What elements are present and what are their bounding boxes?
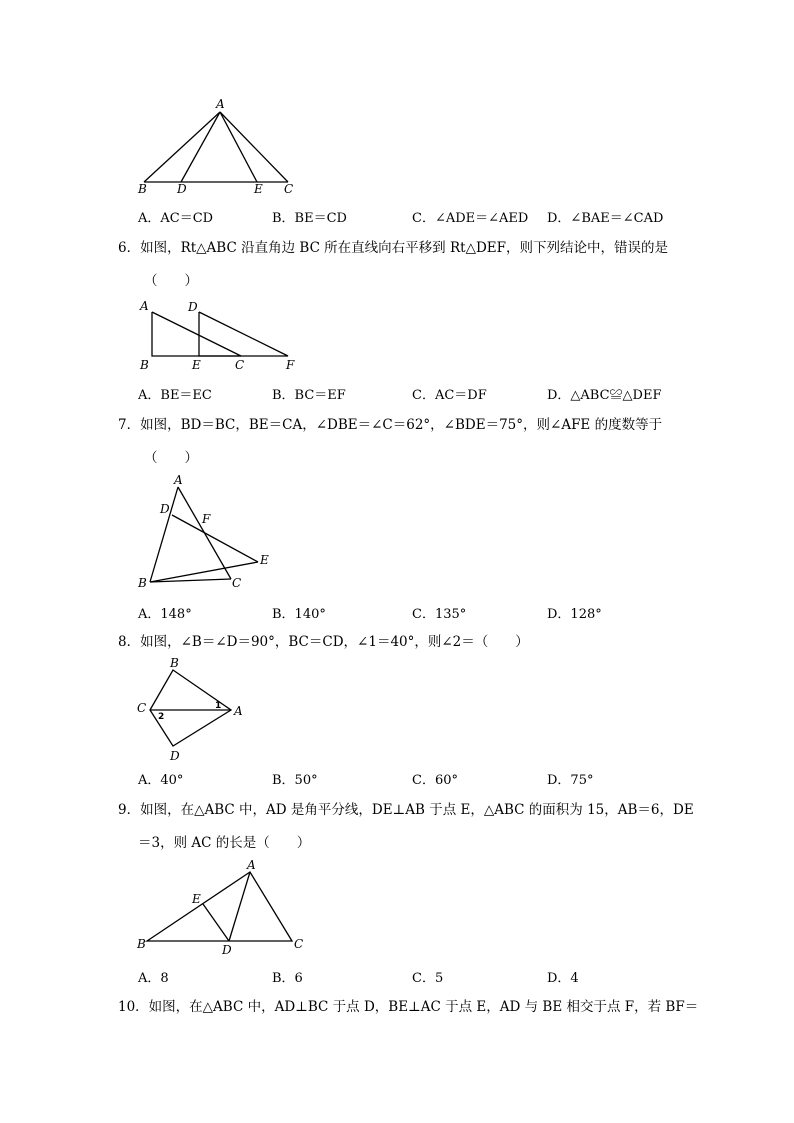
q8-option-a: A．40° (138, 773, 184, 788)
q5-label-d: D (177, 182, 187, 196)
q7-label-c: C (232, 576, 242, 590)
q10-text: 10．如图，在△ABC 中，AD⊥BC 于点 D，BE⊥AC 于点 E，AD 与 BE 相交于点 F，若 BF＝ (118, 999, 699, 1015)
q9-label-e: E (192, 892, 201, 906)
q8-option-b: B．50° (272, 773, 318, 788)
q5-segment-ac (220, 112, 288, 182)
q6-option-a: A．BE＝EC (138, 388, 212, 403)
q5-label-a: A (216, 97, 225, 111)
q6-option-b: B．BC＝EF (272, 388, 346, 403)
q5-figure (130, 92, 310, 202)
q9-segment-de (203, 904, 229, 941)
q8-option-d: D．75° (547, 773, 594, 788)
q6-option-c: C．AC＝DF (412, 388, 487, 403)
q5-label-e: E (254, 182, 263, 196)
q7-text: 7．如图，BD＝BC，BE＝CA，∠DBE＝∠C＝62°，∠BDE＝75°，则∠AFE 的度数等于 (118, 417, 663, 433)
q9-label-c: C (294, 937, 304, 951)
q8-label-a: A (234, 704, 243, 718)
q6-triangle-abc (152, 312, 241, 356)
q6-label-a: A (140, 299, 149, 313)
q8-label-b: B (170, 656, 179, 670)
q6-label-e: E (192, 358, 201, 372)
q9-label-a: A (247, 858, 256, 872)
q8-option-c: C．60° (412, 773, 458, 788)
q7-option-c: C．135° (412, 607, 467, 622)
q7-label-d: D (160, 502, 170, 516)
q6-paren: （ ） (144, 273, 198, 289)
q5-segment-ab (144, 112, 220, 182)
q8-text: 8．如图，∠B＝∠D＝90°，BC＝CD，∠1＝40°，则∠2＝（ ） (118, 634, 529, 650)
q7-paren: （ ） (144, 450, 198, 466)
q7-segment-be (150, 562, 258, 582)
q6-figure (130, 295, 310, 380)
q9-triangle-abc (147, 872, 292, 941)
q7-option-d: D．128° (547, 607, 602, 622)
q9-option-b: B．6 (272, 971, 303, 986)
q7-option-b: B．140° (272, 607, 326, 622)
q5-segment-ae (220, 112, 257, 182)
q6-text: 6．如图，Rt△ABC 沿直角边 BC 所在直线向右平移到 Rt△DEF，则下列结论中，错误的是 (118, 240, 668, 256)
q5-label-c: C (284, 182, 294, 196)
q6-label-f: F (286, 358, 295, 372)
q7-option-a: A．148° (138, 607, 192, 622)
q5-segment-ad (181, 112, 220, 182)
q8-label-d: D (170, 749, 180, 763)
q7-label-f: F (202, 512, 211, 526)
q9-segment-ad (229, 872, 250, 941)
q9-option-d: D．4 (547, 971, 579, 986)
q9-text-line2: ＝3，则 AC 的长是（ ） (138, 835, 311, 851)
q8-angle-1-label: 1 (215, 701, 222, 711)
q8-angle-2-label: 2 (158, 712, 165, 722)
q5-option-a: A．AC＝CD (138, 211, 214, 226)
q9-option-c: C．5 (412, 971, 444, 986)
q8-figure (130, 654, 260, 764)
q7-label-a: A (174, 473, 183, 487)
q5-label-b: B (138, 182, 147, 196)
q7-segment-de (172, 515, 258, 562)
q9-label-b: B (137, 937, 146, 951)
q8-label-c: C (137, 701, 147, 715)
q9-label-d: D (222, 943, 232, 957)
q6-option-d: D．△ABC≌△DEF (547, 388, 662, 403)
q9-figure (130, 855, 315, 960)
q5-option-d: D．∠BAE＝∠CAD (547, 211, 664, 226)
q6-label-d: D (188, 300, 198, 314)
q7-label-b: B (138, 576, 147, 590)
q6-label-c: C (235, 358, 245, 372)
q5-option-b: B．BE＝CD (272, 211, 347, 226)
q7-figure (130, 470, 280, 595)
q9-text-line1: 9．如图，在△ABC 中，AD 是角平分线，DE⊥AB 于点 E，△ABC 的面积为 15，AB＝6，DE (118, 802, 694, 818)
q9-option-a: A．8 (138, 971, 169, 986)
q6-label-b: B (140, 358, 149, 372)
q6-triangle-def (199, 312, 288, 356)
q5-option-c: C．∠ADE＝∠AED (412, 211, 529, 226)
q7-label-e: E (260, 553, 269, 567)
